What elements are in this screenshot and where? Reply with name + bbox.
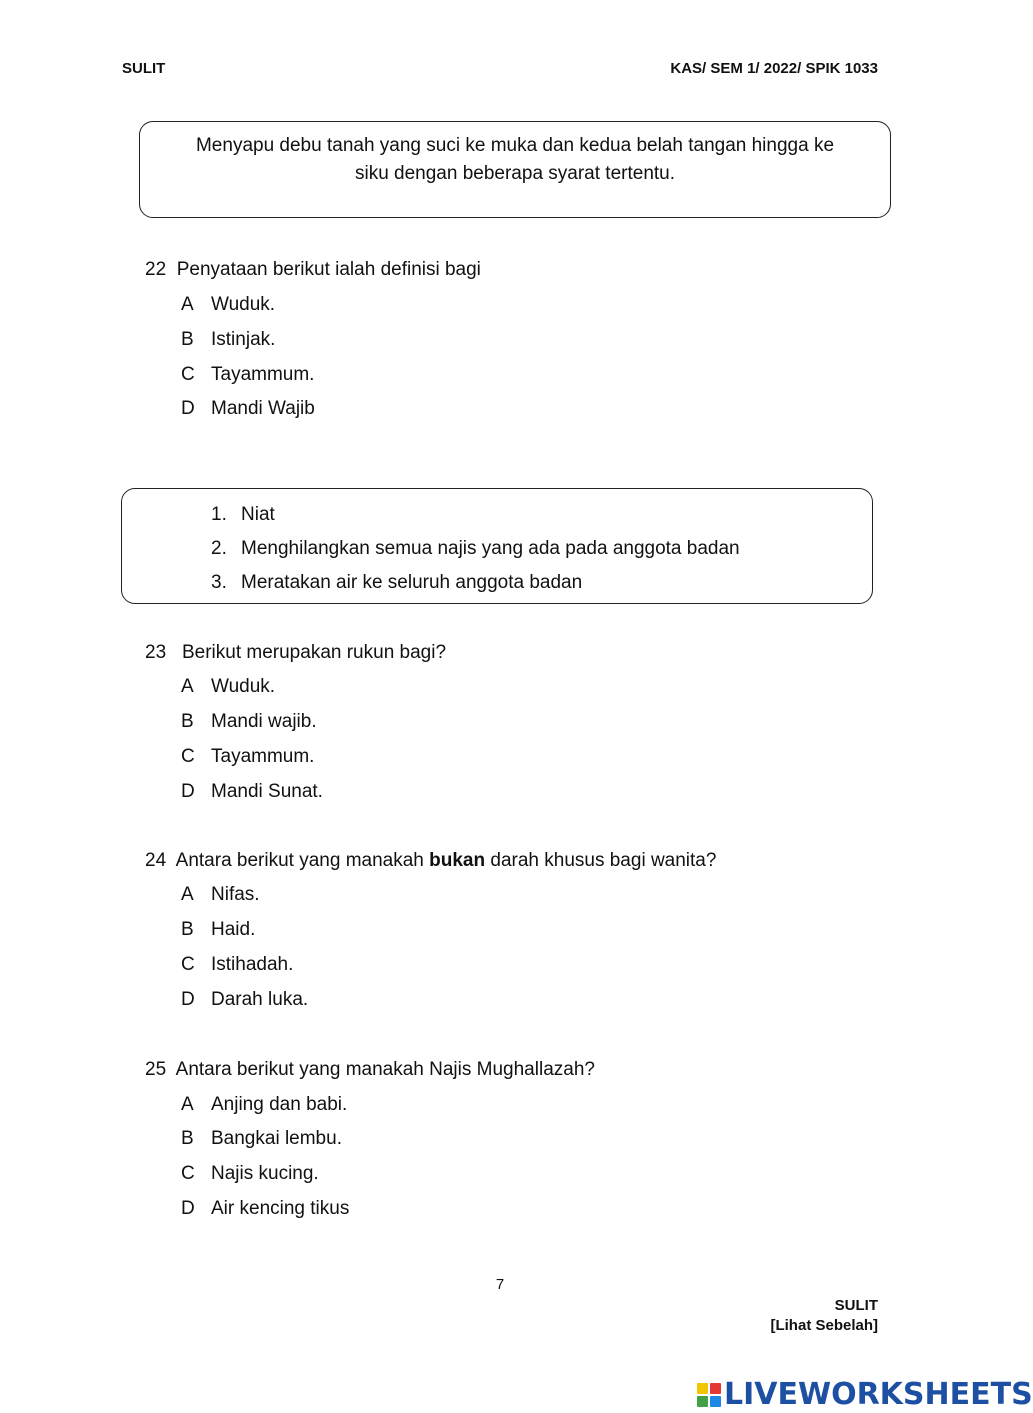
page-number: 7	[495, 1276, 505, 1293]
rukun-item: 2. Menghilangkan semua najis yang ada pada anggota badan	[211, 538, 740, 559]
question-text-before: Antara berikut yang manakah	[175, 850, 424, 871]
option-23-b[interactable]: B Mandi wajib.	[181, 711, 317, 732]
header-left: SULIT	[122, 60, 166, 77]
option-24-c[interactable]: C Istihadah.	[181, 954, 294, 975]
question-number: 22	[145, 259, 167, 280]
option-24-a[interactable]: A Nifas.	[181, 884, 260, 905]
liveworksheets-text: LIVEWORKSHEETS	[724, 1377, 1033, 1412]
option-22-b[interactable]: B Istinjak.	[181, 329, 276, 350]
liveworksheets-logo	[697, 1377, 1033, 1412]
rukun-item: 3. Meratakan air ke seluruh anggota badan	[211, 572, 583, 593]
rukun-item: 1. Niat	[211, 504, 275, 525]
question-text: Antara berikut yang manakah Najis Mughallazah?	[175, 1059, 595, 1080]
question-22	[145, 258, 481, 282]
question-25	[145, 1058, 595, 1082]
option-23-c[interactable]: C Tayammum.	[181, 746, 315, 767]
header-right: KAS/ SEM 1/ 2022/ SPIK 1033	[670, 60, 878, 77]
definition-line-2: siku dengan beberapa syarat tertentu.	[354, 163, 676, 184]
question-number: 25	[145, 1059, 167, 1080]
option-22-a[interactable]: A Wuduk.	[181, 294, 276, 315]
option-24-d[interactable]: D Darah luka.	[181, 989, 309, 1010]
question-text: Berikut merupakan rukun bagi?	[181, 642, 447, 663]
option-25-c[interactable]: C Najis kucing.	[181, 1163, 319, 1184]
question-number: 24	[145, 850, 167, 871]
option-24-b[interactable]: B Haid.	[181, 919, 256, 940]
option-23-a[interactable]: A Wuduk.	[181, 676, 276, 697]
option-25-b[interactable]: B Bangkai lembu.	[181, 1128, 342, 1149]
option-23-d[interactable]: D Mandi Sunat.	[181, 781, 323, 802]
option-25-a[interactable]: A Anjing dan babi.	[181, 1094, 348, 1115]
question-text-after: darah khusus bagi wanita?	[490, 850, 717, 871]
question-number: 23	[145, 642, 167, 663]
question-24	[145, 849, 716, 873]
footer-next: [Lihat Sebelah]	[770, 1317, 878, 1334]
option-22-d[interactable]: D Mandi Wajib	[181, 398, 315, 419]
liveworksheets-mark-icon	[697, 1383, 721, 1407]
option-22-c[interactable]: C Tayammum.	[181, 364, 315, 385]
question-23	[145, 641, 446, 665]
question-text: Penyataan berikut ialah definisi bagi	[176, 259, 481, 280]
definition-box	[139, 121, 891, 218]
footer-sulit: SULIT	[834, 1297, 878, 1314]
rukun-list-box	[121, 488, 873, 604]
definition-line-1: Menyapu debu tanah yang suci ke muka dan kedua belah tangan hingga ke	[195, 135, 835, 156]
option-25-d[interactable]: D Air kencing tikus	[181, 1198, 350, 1219]
question-text-bold: bukan	[429, 850, 486, 871]
